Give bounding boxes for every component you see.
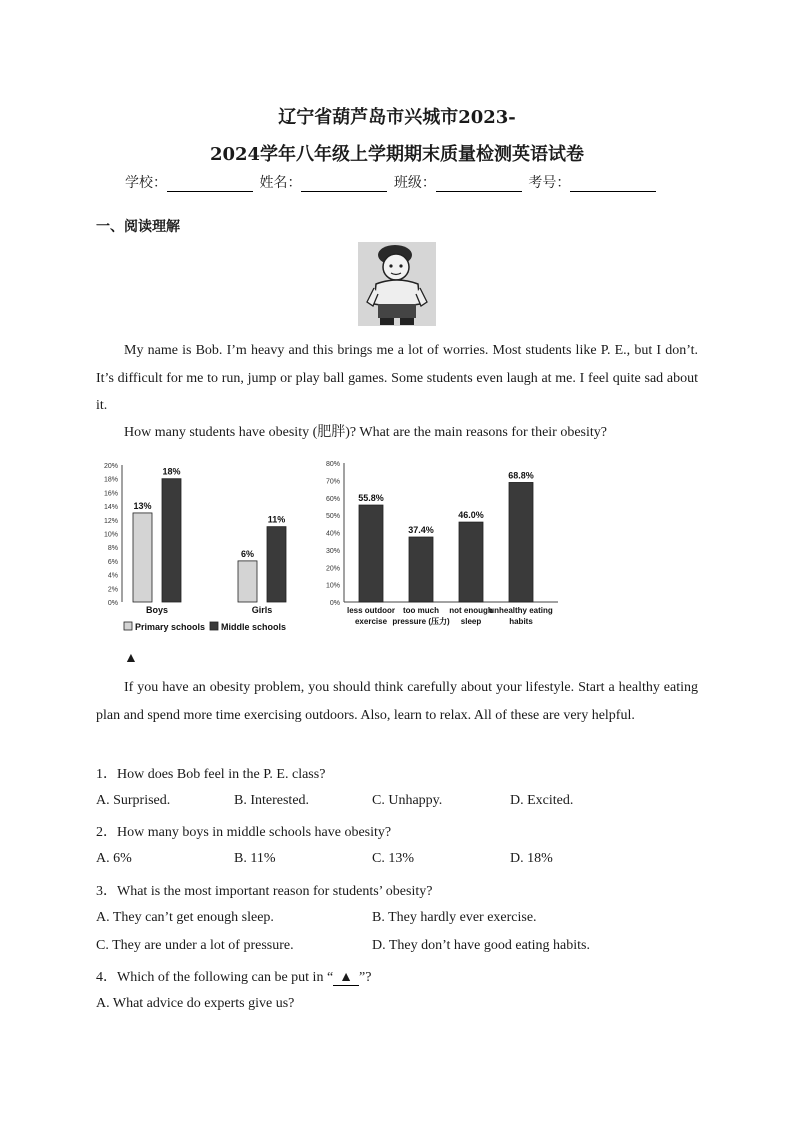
q1-option-c[interactable]: C. Unhappy.	[372, 793, 443, 808]
q3-option-c[interactable]: C. They are under a lot of pressure.	[96, 938, 294, 953]
legend-label: Middle schools	[221, 622, 287, 632]
y-tick-label: 20%	[325, 565, 340, 573]
section-title: 一、阅读理解	[96, 219, 180, 235]
data-label: 46.0%	[458, 510, 484, 521]
y-tick-label: 20%	[103, 463, 118, 470]
y-tick-label: 50%	[325, 513, 340, 521]
bar	[359, 505, 383, 602]
question-1	[96, 763, 325, 783]
school-label: 学校：	[125, 175, 167, 191]
x-tick-label: Boys	[145, 605, 169, 615]
question-2-number: 2．	[96, 825, 117, 840]
q3-option-b[interactable]: B. They hardly ever exercise.	[372, 910, 537, 925]
y-tick-label: 2%	[107, 586, 118, 594]
y-tick-label: 6%	[107, 558, 118, 566]
question-4	[96, 966, 371, 986]
data-label: 68.8%	[508, 470, 534, 481]
question-4-number: 4．	[96, 970, 117, 985]
q1-option-b[interactable]: B. Interested.	[234, 793, 310, 808]
class-blank[interactable]	[436, 177, 522, 192]
x-tick-label: sleep	[460, 617, 482, 626]
data-label: 18%	[162, 466, 181, 477]
question-3-stem: What is the most important reason for students’ obesity?	[117, 884, 433, 899]
bar	[133, 513, 152, 602]
exam-number-blank[interactable]	[570, 177, 656, 192]
student-info-row	[125, 172, 658, 192]
x-tick-label: unhealthy eating	[489, 606, 553, 615]
bar	[267, 527, 286, 602]
y-tick-label: 14%	[103, 504, 118, 512]
q3-option-d[interactable]: D. They don’t have good eating habits.	[372, 938, 590, 953]
question-2	[96, 821, 391, 841]
y-tick-label: 70%	[325, 478, 340, 486]
exam-title-line1: 辽宁省葫芦岛市兴城市2023-	[278, 107, 516, 128]
y-tick-label: 40%	[325, 530, 340, 538]
y-tick-label: 10%	[103, 531, 118, 539]
name-label: 姓名：	[259, 175, 302, 191]
bar	[238, 561, 257, 602]
x-tick-label: habits	[509, 617, 533, 626]
obesity-reasons-chart	[318, 455, 568, 640]
x-tick-label: pressure (压力)	[392, 617, 450, 626]
question-3	[96, 880, 432, 900]
x-tick-label: Girls	[251, 605, 273, 615]
data-label: 37.4%	[408, 525, 434, 536]
x-tick-label: exercise	[354, 617, 388, 626]
y-tick-label: 0%	[329, 600, 340, 607]
y-tick-label: 18%	[103, 476, 118, 484]
y-tick-label: 60%	[325, 495, 340, 503]
passage-paragraph-1: My name is Bob. I’m heavy and this brings me a lot of worries. Most students like P. E., but I don’t. It’s difficult for me to run, jump or play ball games. Some students even laugh at me. I feel quite sad about it.	[96, 343, 698, 413]
legend-label: Primary schools	[135, 622, 206, 632]
question-4-blank: ▲	[333, 971, 359, 986]
class-label: 班级：	[393, 175, 436, 191]
q4-option-a[interactable]: A. What advice do experts give us?	[96, 996, 295, 1011]
y-tick-label: 30%	[325, 547, 340, 555]
x-tick-label: not enough	[449, 606, 493, 615]
question-1-stem: How does Bob feel in the P. E. class?	[117, 767, 326, 782]
q2-option-a[interactable]: A. 6%	[96, 851, 132, 866]
bar	[509, 482, 533, 602]
y-tick-label: 0%	[107, 600, 118, 607]
passage-paragraph-2: How many students have obesity (肥胖)? What are the main reasons for their obesity?	[124, 425, 607, 440]
bar	[162, 479, 181, 602]
data-label: 11%	[267, 514, 286, 525]
x-tick-label: less outdoor	[346, 606, 396, 615]
question-3-number: 3．	[96, 884, 117, 899]
question-4-stem-post: ”?	[359, 970, 372, 985]
data-label: 55.8%	[358, 493, 384, 504]
y-tick-label: 4%	[107, 572, 118, 580]
exam-number-label: 考号：	[528, 175, 571, 191]
y-tick-label: 16%	[103, 490, 118, 498]
passage-paragraph-3: If you have an obesity problem, you should think carefully about your lifestyle. Start a healthy eating plan and spend more time exercising outdoors. Also, learn to relax. All of these are very helpful.	[96, 680, 698, 723]
q2-option-d[interactable]: D. 18%	[510, 851, 553, 866]
obesity-rate-chart	[96, 455, 296, 640]
q1-option-a[interactable]: A. Surprised.	[96, 793, 171, 808]
legend-swatch	[210, 622, 218, 630]
question-1-number: 1．	[96, 767, 117, 782]
legend-swatch	[124, 622, 132, 630]
q2-option-b[interactable]: B. 11%	[234, 851, 276, 866]
name-blank[interactable]	[301, 177, 387, 192]
y-tick-label: 12%	[103, 517, 118, 525]
bar	[459, 522, 483, 602]
bob-illustration	[358, 242, 436, 326]
q2-option-c[interactable]: C. 13%	[372, 851, 414, 866]
y-tick-label: 8%	[107, 545, 118, 553]
q3-option-a[interactable]: A. They can’t get enough sleep.	[96, 910, 274, 925]
data-label: 13%	[133, 500, 152, 511]
exam-title-line2: 2024学年八年级上学期期末质量检测英语试卷	[209, 144, 585, 165]
data-label: 6%	[240, 548, 255, 559]
x-tick-label: too much	[403, 606, 439, 615]
y-tick-label: 80%	[325, 461, 340, 468]
question-2-stem: How many boys in middle schools have obesity?	[117, 825, 392, 840]
question-4-stem-pre: Which of the following can be put in “	[117, 970, 334, 985]
blank-triangle-marker: ▲	[124, 651, 138, 666]
y-tick-label: 10%	[325, 582, 340, 590]
bar	[409, 537, 433, 602]
school-blank[interactable]	[167, 177, 253, 192]
q1-option-d[interactable]: D. Excited.	[510, 793, 574, 808]
